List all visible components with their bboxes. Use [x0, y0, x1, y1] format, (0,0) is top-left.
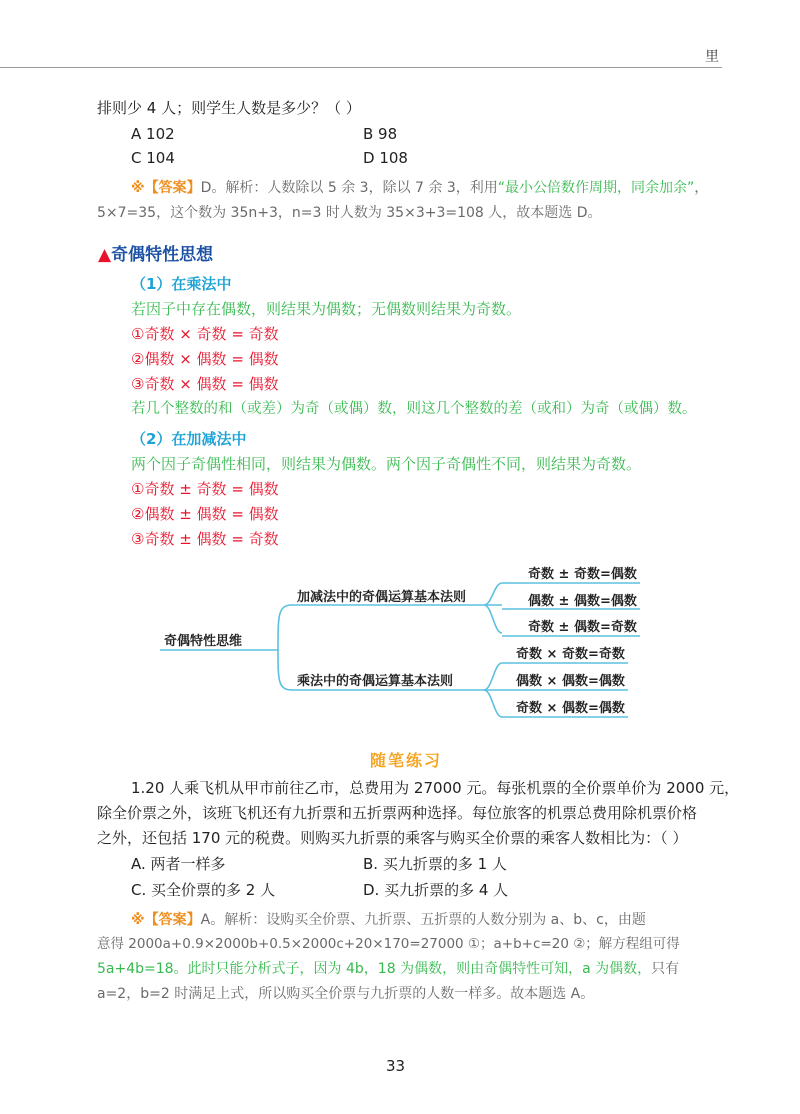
- mindmap-diagram: [0, 555, 800, 725]
- sumdiff-rule: 若几个整数的和（或差）为奇（或偶）数，则这几个整数的差（或和）为奇（或偶）数。: [131, 401, 697, 417]
- answer-prefix: ※【答案】: [131, 912, 201, 928]
- practice-answer-line-2: 意得 2000a+0.9×2000b+0.5×2000c+20×170=27000 ①；a+b+c=20 ②；解方程组可得: [97, 936, 680, 952]
- add-item-3: ③奇数 ± 偶数 = 奇数: [131, 530, 279, 548]
- prev-answer-line-2: 5×7=35，这个数为 35n+3，n=3 时人数为 35×3+3=108 人，故本题选 D。: [97, 205, 602, 221]
- triangle-icon: ▲: [98, 245, 112, 265]
- prev-option-b: B 98: [363, 125, 398, 143]
- practice-stem-line-3: 之外，还包括 170 元的税费。则购买九折票的乘客与购买全价票的乘客人数相比为：（ ）: [97, 829, 688, 847]
- prev-option-a: A 102: [131, 125, 175, 143]
- practice-answer-line-1: ※【答案】A。解析：设购买全价票、九折票、五折票的人数分别为 a、b、c，由题: [131, 912, 646, 928]
- add-item-2: ②偶数 ± 偶数 = 偶数: [131, 505, 279, 523]
- mult-rule: 若因子中存在偶数，则结果为偶数；无偶数则结果为奇数。: [131, 300, 522, 318]
- add-heading: （2）在加减法中: [131, 430, 247, 448]
- mindmap-leaf-mult-3: 奇数 × 偶数=偶数: [516, 701, 625, 716]
- mindmap-leaf-mult-1: 奇数 × 奇数=奇数: [516, 647, 625, 662]
- add-rule: 两个因子奇偶性相同，则结果为偶数。两个因子奇偶性不同，则结果为奇数。: [131, 455, 642, 473]
- prev-answer-line-1: ※【答案】D。解析：人数除以 5 余 3，除以 7 余 3，利用“最小公倍数作周期，同余加余”，: [131, 180, 709, 196]
- answer-prefix: ※【答案】: [131, 180, 201, 196]
- practice-answer-line-3: 5a+4b=18。此时只能分析式子，因为 4b，18 为偶数，则由奇偶特性可知，a 为偶数，只有: [97, 961, 680, 977]
- practice-stem-line-1: 1.20 人乘飞机从甲市前往乙市，总费用为 27000 元。每张机票的全价票单价为 2000 元，: [131, 779, 740, 797]
- mindmap-branch-mult: 乘法中的奇偶运算基本法则: [297, 674, 454, 689]
- practice-option-c: C. 买全价票的多 2 人: [131, 881, 276, 899]
- mult-heading: （1）在乘法中: [131, 275, 232, 293]
- mindmap-branch-add: 加减法中的奇偶运算基本法则: [297, 590, 467, 605]
- practice-stem-line-2: 除全价票之外，该班飞机还有九折票和五折票两种选择。每位旅客的机票总费用除机票价格: [97, 804, 698, 822]
- practice-title: 随笔练习: [370, 751, 443, 770]
- add-item-1: ①奇数 ± 奇数 = 偶数: [131, 480, 279, 498]
- mindmap-leaf-add-2: 偶数 ± 偶数=偶数: [528, 594, 637, 609]
- section-title: ▲奇偶特性思想: [98, 245, 214, 265]
- prev-option-d: D 108: [363, 149, 408, 167]
- practice-option-b: B. 买九折票的多 1 人: [363, 855, 507, 873]
- prev-option-c: C 104: [131, 149, 175, 167]
- header-divider: [0, 67, 722, 68]
- header-mark: 里: [705, 49, 719, 65]
- page-number: 33: [386, 1057, 406, 1075]
- mult-item-1: ①奇数 × 奇数 = 奇数: [131, 325, 279, 343]
- prev-question-stem: 排则少 4 人；则学生人数是多少？（ ）: [97, 99, 361, 117]
- practice-option-d: D. 买九折票的多 4 人: [363, 881, 509, 899]
- practice-option-a: A. 两者一样多: [131, 855, 226, 873]
- mindmap-leaf-add-1: 奇数 ± 奇数=偶数: [528, 567, 637, 582]
- mindmap-root: 奇偶特性思维: [164, 634, 243, 649]
- mindmap-leaf-add-3: 奇数 ± 偶数=奇数: [528, 620, 637, 635]
- mult-item-3: ③奇数 × 偶数 = 偶数: [131, 375, 279, 393]
- practice-answer-line-4: a=2，b=2 时满足上式，所以购买全价票与九折票的人数一样多。故本题选 A。: [97, 986, 595, 1002]
- mindmap-leaf-mult-2: 偶数 × 偶数=偶数: [516, 674, 625, 689]
- mult-item-2: ②偶数 × 偶数 = 偶数: [131, 350, 279, 368]
